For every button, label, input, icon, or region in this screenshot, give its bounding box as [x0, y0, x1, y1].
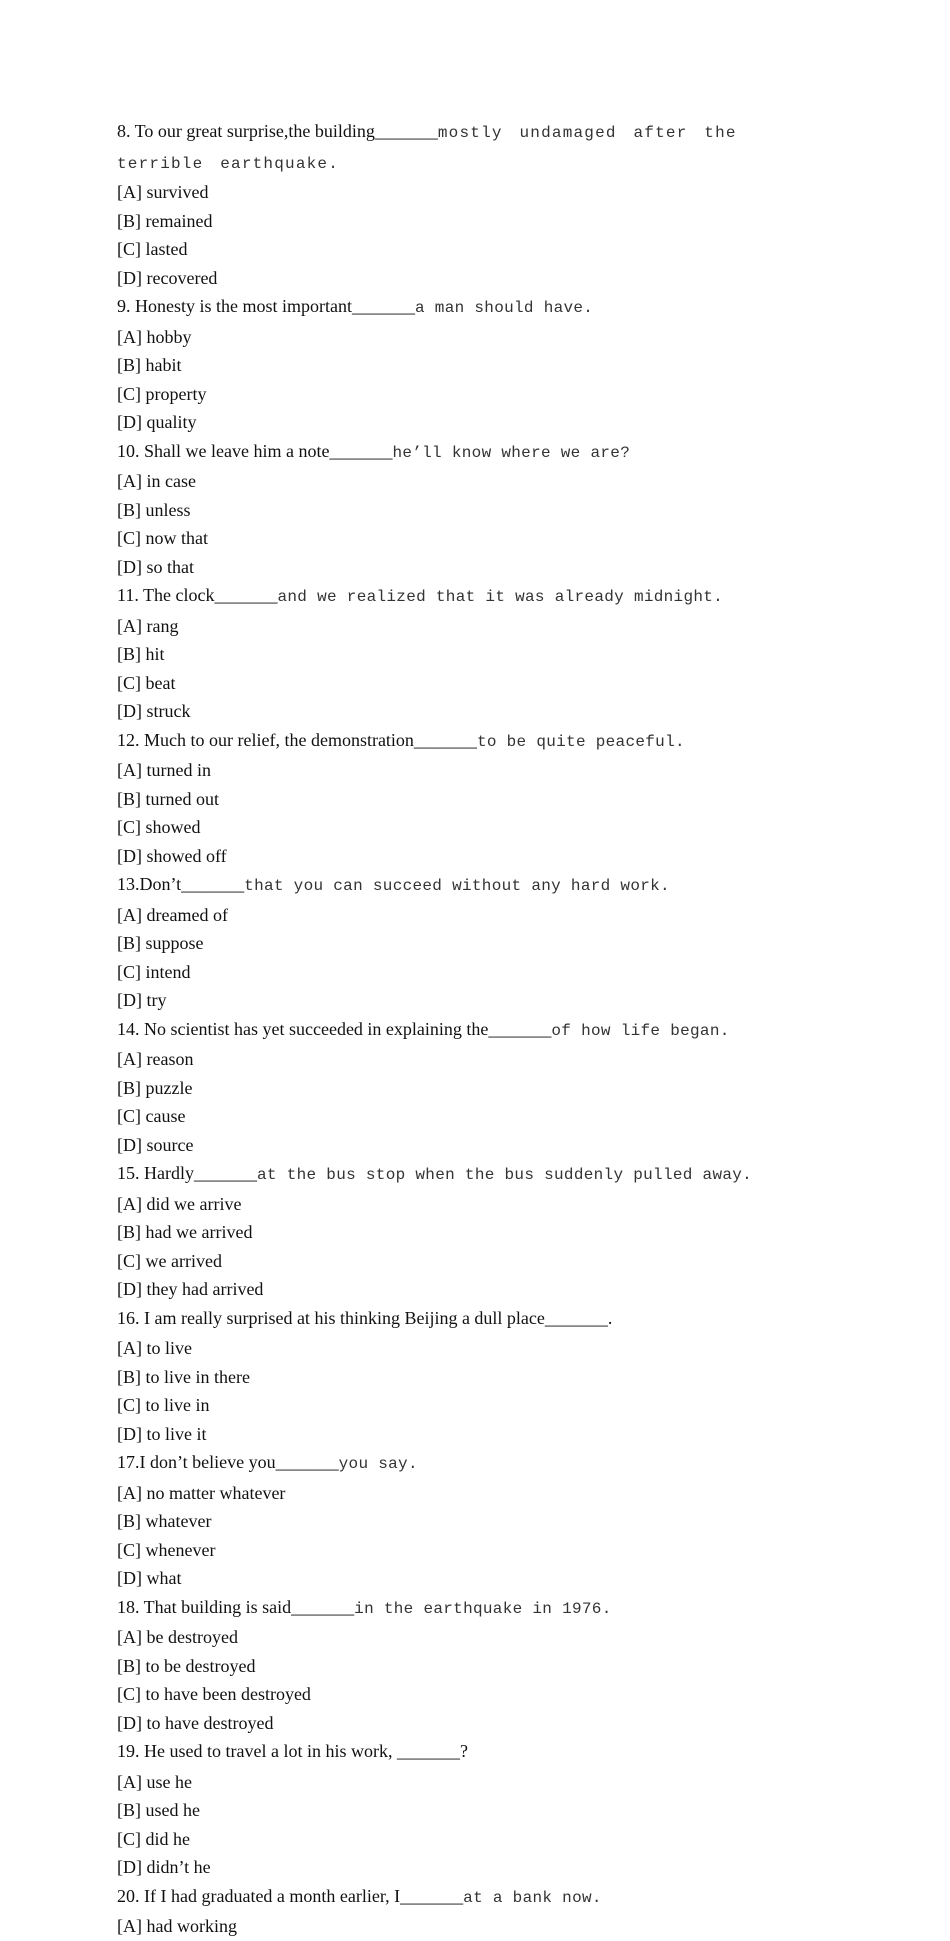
answer-option: [A] dreamed of — [117, 904, 228, 925]
question-text: 11. The clock_______ — [117, 585, 278, 605]
question-stem — [117, 1159, 837, 1190]
answer-option: [B] hit — [117, 644, 165, 664]
question-stem — [117, 117, 837, 178]
answer-option: [B] puzzle — [117, 1077, 193, 1098]
answer-option: [D] to have destroyed — [117, 1712, 274, 1733]
question-continuation: in the earthquake in 1976. — [354, 1599, 612, 1618]
options-grid — [117, 1768, 837, 1882]
question-stem — [117, 726, 837, 757]
answer-option: [A] no matter whatever — [117, 1482, 286, 1503]
answer-option: [C] to have been destroyed — [117, 1684, 311, 1704]
question-text: 12. Much to our relief, the demonstration_______ — [117, 729, 477, 750]
answer-option: [A] in case — [117, 471, 196, 491]
answer-option: [B] had we arrived — [117, 1222, 253, 1242]
question-text: 16. I am really surprised at his thinking Beijing a dull place_______. — [117, 1307, 613, 1328]
answer-option: [C] did he — [117, 1828, 190, 1849]
question-text: 13.Don’t_______ — [117, 874, 245, 894]
question-continuation: mostly undamaged after the terrible earthquake. — [117, 124, 737, 173]
question-continuation: you say. — [338, 1455, 418, 1473]
options-grid — [117, 323, 837, 437]
question-continuation: of how life began. — [551, 1021, 730, 1040]
options-grid — [117, 1623, 837, 1737]
question-continuation: to be quite peaceful. — [476, 732, 685, 751]
answer-option: [C] beat — [117, 672, 176, 693]
answer-option: [B] to live in there — [117, 1366, 250, 1387]
answer-option: [D] what — [117, 1568, 182, 1588]
answer-option: [B] habit — [117, 355, 182, 375]
question-stem — [117, 292, 837, 323]
options-grid — [117, 467, 837, 581]
question-text: 10. Shall we leave him a note_______ — [117, 440, 393, 461]
answer-option: [C] lasted — [117, 239, 188, 259]
answer-option: [B] unless — [117, 499, 191, 520]
answer-option: [B] to be destroyed — [117, 1655, 256, 1676]
answer-option: [B] whatever — [117, 1511, 212, 1531]
answer-option: [A] reason — [117, 1049, 194, 1069]
question-text: 8. To our great surprise,the building_______ — [117, 121, 438, 141]
options-grid — [117, 612, 837, 726]
options-grid — [117, 756, 837, 870]
answer-option: [D] showed off — [117, 845, 227, 866]
question-continuation: that you can succeed without any hard work. — [244, 877, 670, 895]
answer-option: [D] to live it — [117, 1423, 207, 1444]
answer-option: [A] had working — [117, 1916, 237, 1936]
answer-option: [D] struck — [117, 701, 191, 721]
options-grid — [117, 901, 837, 1015]
answer-option: [D] didn’t he — [117, 1857, 211, 1877]
answer-option: [C] now that — [117, 528, 208, 548]
answer-option: [D] source — [117, 1134, 194, 1155]
question-text: 19. He used to travel a lot in his work, _______? — [117, 1741, 468, 1761]
question-continuation: at the bus stop when the bus suddenly pulled away. — [256, 1166, 753, 1184]
answer-option: [A] be destroyed — [117, 1627, 238, 1647]
answer-option: [C] intend — [117, 961, 191, 982]
answer-option: [A] survived — [117, 182, 209, 202]
question-continuation: and we realized that it was already midnight. — [277, 588, 724, 606]
answer-option: [C] whenever — [117, 1539, 216, 1560]
answer-option: [D] they had arrived — [117, 1279, 264, 1299]
answer-option: [B] suppose — [117, 933, 204, 953]
answer-option: [B] turned out — [117, 788, 219, 809]
options-grid — [117, 1190, 837, 1304]
answer-option: [A] hobby — [117, 326, 192, 347]
answer-option: [C] property — [117, 383, 207, 404]
options-grid — [117, 1912, 837, 1941]
answer-option: [D] so that — [117, 556, 194, 577]
question-text: 17.I don’t believe you_______ — [117, 1452, 339, 1472]
answer-option: [C] showed — [117, 817, 201, 837]
question-stem — [117, 1737, 837, 1768]
options-grid — [117, 178, 837, 292]
question-continuation: a man should have. — [414, 299, 594, 317]
question-stem — [117, 581, 837, 612]
answer-option: [D] try — [117, 990, 167, 1010]
answer-option: [A] to live — [117, 1338, 192, 1358]
question-text: 20. If I had graduated a month earlier, I_______ — [117, 1885, 464, 1906]
question-text: 15. Hardly_______ — [117, 1163, 257, 1183]
question-stem — [117, 437, 837, 468]
answer-option: [C] we arrived — [117, 1250, 222, 1271]
answer-option: [C] to live in — [117, 1395, 210, 1415]
question-continuation: he’ll know where we are? — [392, 443, 631, 462]
question-stem — [117, 1882, 837, 1913]
question-stem — [117, 870, 837, 901]
answer-option: [A] use he — [117, 1771, 192, 1792]
answer-option: [B] used he — [117, 1800, 200, 1820]
question-stem — [117, 1593, 837, 1624]
options-grid — [117, 1334, 837, 1448]
question-stem — [117, 1304, 837, 1335]
answer-option: [A] did we arrive — [117, 1193, 242, 1214]
exercise-page — [117, 117, 837, 1941]
question-text: 14. No scientist has yet succeeded in explaining the_______ — [117, 1018, 552, 1039]
question-continuation: at a bank now. — [463, 1888, 602, 1907]
answer-option: [D] quality — [117, 412, 197, 432]
options-grid — [117, 1479, 837, 1593]
answer-option: [A] rang — [117, 615, 179, 636]
options-grid — [117, 1045, 837, 1159]
question-stem — [117, 1015, 837, 1046]
question-text: 9. Honesty is the most important_______ — [117, 296, 415, 316]
answer-option: [D] recovered — [117, 267, 218, 288]
answer-option: [C] cause — [117, 1106, 186, 1126]
answer-option: [B] remained — [117, 210, 213, 231]
question-text: 18. That building is said_______ — [117, 1596, 355, 1617]
answer-option: [A] turned in — [117, 760, 211, 780]
question-stem — [117, 1448, 837, 1479]
